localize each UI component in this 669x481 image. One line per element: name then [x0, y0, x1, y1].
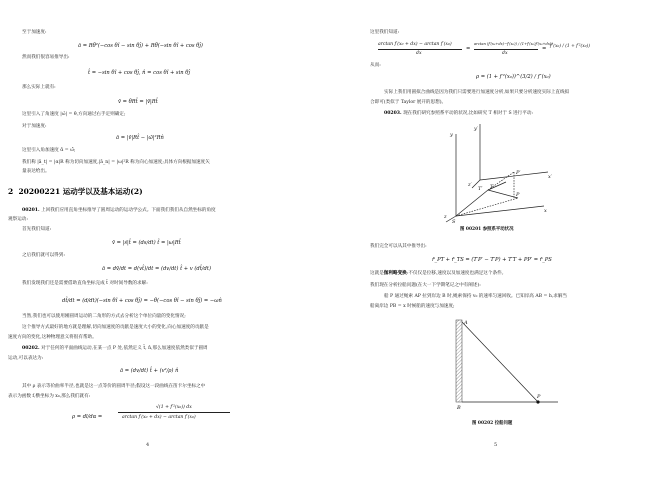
text-line: 速度方向的变化,这种物理意义将很有帮助。 [8, 335, 97, 340]
section-heading [8, 186, 143, 197]
text-line: 之后我们就可以得到: [22, 253, 65, 258]
svg-text:P: P [537, 394, 541, 400]
boat [536, 400, 539, 403]
equation-lhs: ρ = dl/dα = [72, 414, 103, 420]
text-line: 船离岸边 PB = x 时候船的速度与加速度; [370, 304, 455, 309]
equation: ρ = (1 + f′²(x₀))^(3/2) / f″(x₀) [476, 74, 551, 80]
svg-text:S: S [452, 219, 456, 224]
fraction-denominator: arctan f′(x₀ + dx) − arctan f′(x₀) [122, 415, 196, 420]
equation: ā = dv̄/dt = d(vt̂)/dt = (dv/dt) t̂ + v (dt̂/dt) [102, 266, 211, 272]
left-page [0, 0, 334, 481]
svg-text:y′: y′ [474, 126, 478, 132]
text-line: 这就是伽利略变换:不仅仅是位移,速度以及加速度也满足这个条件。 [370, 271, 507, 276]
text-line: 表示为函数 f,横坐标为 x₀,那么我们就有: [8, 394, 91, 399]
fraction-bar [378, 49, 462, 50]
s-x-axis [456, 206, 544, 216]
fraction-bar [118, 412, 230, 413]
section-title: 20200221 运动学以及基本运动(2) [18, 187, 143, 196]
equation-part: arctan (f′(x₀+dx)−f′(x₀)) / (1+f′(x₀)f′(x₀+dx)) [474, 42, 553, 46]
svg-text:P: P [516, 192, 520, 198]
text-line: 从而: [370, 63, 381, 68]
right-page: 这里我们知道: arctan f′(x₀ + dx) − arctan f′(x₀) dx = arctan (f′(x₀+dx)−f′(x₀)) / (1+f′(x₀)f′(x₀+dx)) dx = f″(x₀) / (1 + f′²(x₀)) 从而: ρ = (1 + f′²(x₀))^(3/2) / f″(x₀) 实际上我们用圆拟合曲线是因为我们只需要进行加速度分析,如果只要分析速度实际上直线拟 合即可(类似于 Taylor 展开的思想)。 00203. 现在我们研究参照系平动的状况,比如研究 T 相对于 S 进行平动: y y′ x x′ z z′ T T′ P P′ S 图 00201 参照系平动状况 我们完全可以从其中推导出: r̄_PT + r̄_TS = (T′P′ − T′P) + T′T + PP′ = r̄_PS 这就是伽利略变换:不仅仅是位移,速度以及加速度也满足这个条件。 我们现在分析拉船问题(在大一下学期笔记之中有阐述): 船 P 通过绳索 AP 拉到岸边 B 时,绳索保持 v₀ 的速率匀速回收。已知岸高 AB = h,求解当 船离岸边 PB = x 时候船的速度与加速度; A B P 图 00202 拉船问题 5 [370, 30, 590, 448]
figure-caption: 图 00201 参照系平动状况 [460, 227, 514, 232]
text-line: 00203. 现在我们研究参照系平动的状况,比如研究 T 相对于 S 进行平动: [384, 111, 533, 116]
text-line: 船 P 通过绳索 AP 拉到岸边 B 时,绳索保持 v₀ 的速率匀速回收。已知岸高 AB = h,求解当 [384, 294, 568, 299]
paragraph-label: 00201. [22, 208, 40, 213]
text-line: 这里引入角加速度 ᾱ = ω̄̇; [22, 148, 76, 153]
page-number: 4 [146, 442, 150, 448]
text-line: 运动,可以表达为: [8, 356, 44, 361]
text-line: 00201. 上回我们应用直角坐标推导了圆周运动的运动学公式。下面我们我们从自然坐标的角度 [22, 208, 216, 213]
text-line: 然而我们很容易推导出: [22, 55, 70, 60]
text-line: 观察运动: [8, 217, 28, 222]
svg-text:P′: P′ [516, 170, 521, 176]
text-line: 合即可(类似于 Taylor 展开的思想)。 [370, 100, 447, 105]
svg-text:A: A [464, 320, 468, 326]
text-line: 至于加速度: [22, 30, 47, 35]
rope [462, 322, 538, 402]
text-line: 这个推导方式最好的地方就是理解,切向加速度的贡献是速度大小的变化,向心加速度的贡献是 [22, 325, 209, 330]
page-number: 5 [494, 442, 498, 448]
svg-text:x′: x′ [548, 174, 552, 180]
text-line: 我们现在分析拉船问题(在大一下学期笔记之中有阐述): [370, 283, 481, 288]
equation-part: f″(x₀) / (1 + f′²(x₀)) [550, 44, 590, 49]
equation: ā = (dv/dt) t̂ + (v²/ρ) n̂ [120, 368, 179, 374]
svg-text:y: y [450, 132, 453, 138]
svg-text:z′: z′ [468, 182, 472, 188]
text-line: 当然,我们也可以使用刚圆周运动的二角形的方式去分析这个单位向量的变化情况; [22, 314, 186, 319]
text-line: 这里我们知道: [370, 30, 400, 35]
text-line: 那么实际上就有: [22, 85, 56, 90]
fraction-bar [474, 49, 538, 50]
text-line: 这里引入了角速度 |ω̄| = θ̇,方向通过右手定则确定; [22, 112, 126, 117]
text-line: 00202. 对于任何的平面曲线运动,在某一点 P 处,依然定义 t̂, n̂,那么加速度依然类似于圆周 [22, 346, 208, 351]
equation-part: arctan f′(x₀ + dx) − arctan f′(x₀) [378, 42, 452, 47]
text-line: 其中 ρ 表示等价曲率半径,也就是这一点等价的圆周半径;假设这一段曲线在笛卡尔坐标之中 [22, 384, 206, 389]
equation: r̄_PT + r̄_TS = (T′P′ − T′P) + T′T + PP′ = r̄_PS [432, 257, 552, 263]
section-number: 2 [8, 187, 14, 196]
paragraph-label: 00202. [22, 346, 40, 351]
text-line: 实际上我们用圆拟合曲线是因为我们只需要进行加速度分析,如果只要分析速度实际上直线拟 [384, 90, 570, 95]
equation: dt̂/dt = (d/dt)(−sin θî + cos θĵ) = −θ̇(−cos θî − sin θĵ) = −ωn̂ [62, 298, 222, 304]
equation: ā = Rθ̈²(−cos θî − sin θĵ) + Rθ̈(−sin θî + cos θĵ) [78, 43, 203, 49]
reference-frame-figure [444, 122, 564, 224]
shore-wall [456, 320, 462, 402]
text-line: 量表达给出。 [22, 169, 50, 174]
galilean-transform-term: 伽利略变换 [383, 271, 407, 276]
svg-text:z: z [444, 214, 447, 220]
figure-caption: 图 00202 拉船问题 [472, 421, 513, 426]
equation: v̄ = θ̇Rt̂ = |v̄|Rt̂ [118, 99, 158, 105]
text-line: 首先我们知道: [22, 227, 52, 232]
text-line: 我们称 |ā_t| = |α|R 称为切向加速度,|ā_n| = |ω|²R 称为向心加速度;具体方向根据加速度矢 [22, 160, 210, 165]
equation: v̄ = |ṡ|t̂ = (ds/dt) t̂ = |ω|Rt̂ [112, 240, 181, 246]
paragraph-label: 00203. [384, 111, 402, 116]
svg-text:T′: T′ [478, 186, 483, 192]
svg-text:B: B [457, 405, 461, 410]
svg-text:x: x [544, 208, 547, 214]
boat-pulling-figure [452, 316, 562, 410]
fraction-numerator: √(1 + f′²(x₀)) dx [156, 405, 192, 410]
equation: ā = |v̄|Rt̂ − |ω̄|²Rn̂ [116, 135, 164, 141]
text-line: 对于加速度: [22, 124, 47, 129]
text-line: 我们完全可以从其中推导出: [370, 244, 427, 249]
svg-text:T: T [490, 184, 494, 190]
equation: t̂ = −sin θî + cos θĵ, n̂ = cos θî + sin θĵ [88, 70, 190, 76]
text-line: 我们发现我们还是需要借助直角坐标完成 t̂ 对时间导数的求解: [22, 281, 148, 286]
